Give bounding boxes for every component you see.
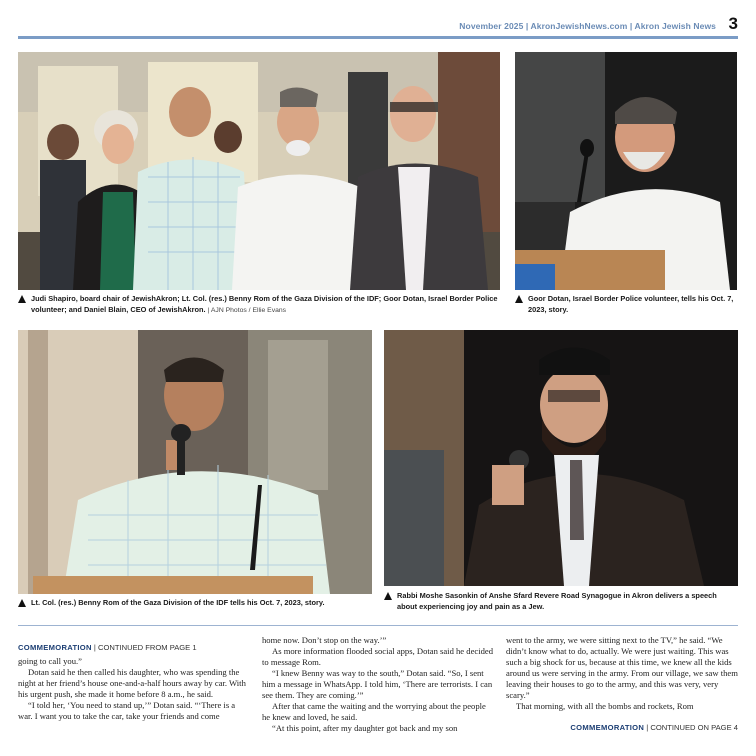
paragraph: Dotan said he then called his daughter, who was spending the night at her friend’s house one-and-a-half hours away by car. With his urgent push, she made it home before 8 a.m., he said.	[18, 667, 246, 699]
paragraph: After that came the waiting and the worrying about the people he knew and loved, he said.	[262, 701, 486, 722]
page-number: 3	[728, 14, 738, 33]
rabbi-caption-text: Rabbi Moshe Sasonkin of Anshe Sfard Revere Road Synagogue in Akron delivers a speech about experiencing joy and pain as a Jew.	[397, 591, 717, 611]
photo-credit: AJN Photos / Ellie Evans	[210, 306, 287, 314]
goor-caption-text: Goor Dotan, Israel Border Police volunteer, tells his Oct. 7, 2023, story.	[528, 294, 734, 314]
group-caption-text: Judi Shapiro, board chair of JewishAkron; Lt. Col. (res.) Benny Rom of the Gaza Division of the IDF; Goor Dotan, Israel Border Police volunteer; and Daniel Blain, CEO of JewishAkron.	[31, 294, 498, 314]
group-photo	[18, 52, 500, 290]
issue-line: November 2025 | AkronJewishNews.com | Akron Jewish News	[459, 21, 716, 31]
paragraph: As more information flooded social apps, Dotan said he decided to message Rom.	[262, 646, 493, 667]
continued-on	[570, 717, 738, 735]
goor-photo-caption	[515, 294, 737, 315]
continued-from[interactable]: | CONTINUED FROM PAGE 1	[91, 643, 197, 652]
paragraph: “I knew Benny was way to the south,” Dotan said. “So, I sent him a message in WhatsApp. I told him, ‘There are terrorists. I can see them. They are coming.’”	[262, 668, 493, 700]
benny-mic-photo	[18, 330, 372, 594]
paragraph: “I told her, ‘You need to stand up,’” Dotan said. “‘There is a war. I want you to take the car, take your friends and come	[18, 700, 236, 721]
caption-triangle-icon	[18, 599, 26, 607]
caption-triangle-icon	[384, 592, 392, 600]
kicker-label: COMMEMORATION	[570, 723, 645, 732]
kicker-label: COMMEMORATION	[18, 643, 92, 652]
article-column-3	[506, 635, 738, 712]
rabbi-photo-caption	[384, 591, 738, 612]
paragraph: went to the army, we were sitting next to the TV,” he said. “We didn’t know what to do, actually. We were just waiting. This was such a big shock for us, because at this time, we knew all the kids around us were serving in the army. From our village, we saw them leaving their houses to go to the army, and this was very, very scary.”	[506, 635, 738, 700]
paragraph: home now. Don’t stop on the way.’”	[262, 635, 387, 645]
header-rule	[18, 36, 738, 39]
article-column-1	[18, 656, 250, 722]
article-column-2	[262, 635, 496, 734]
paragraph: “At this point, after my daughter got back and my son	[272, 723, 458, 733]
group-photo-caption: Judi Shapiro, board chair of JewishAkron; Lt. Col. (res.) Benny Rom of the Gaza Division of the IDF; Goor Dotan, Israel Border Police volunteer; and Daniel Blain, CEO of JewishAkron. | AJN Photos / Ellie Evans	[18, 294, 508, 316]
continued-on-link[interactable]: | CONTINUED ON PAGE 4	[644, 723, 738, 732]
paragraph: going to call you.”	[18, 656, 82, 666]
article-kicker	[18, 637, 197, 655]
benny-photo-caption	[18, 598, 372, 609]
rabbi-speech-photo	[384, 330, 738, 586]
goor-podium-photo	[515, 52, 737, 290]
benny-caption-text: Lt. Col. (res.) Benny Rom of the Gaza Division of the IDF tells his Oct. 7, 2023, story.	[31, 598, 325, 607]
caption-triangle-icon	[18, 295, 26, 303]
page-header	[18, 12, 738, 38]
caption-triangle-icon	[515, 295, 523, 303]
article-rule	[18, 625, 738, 626]
paragraph: That morning, with all the bombs and rockets, Rom	[516, 701, 694, 711]
